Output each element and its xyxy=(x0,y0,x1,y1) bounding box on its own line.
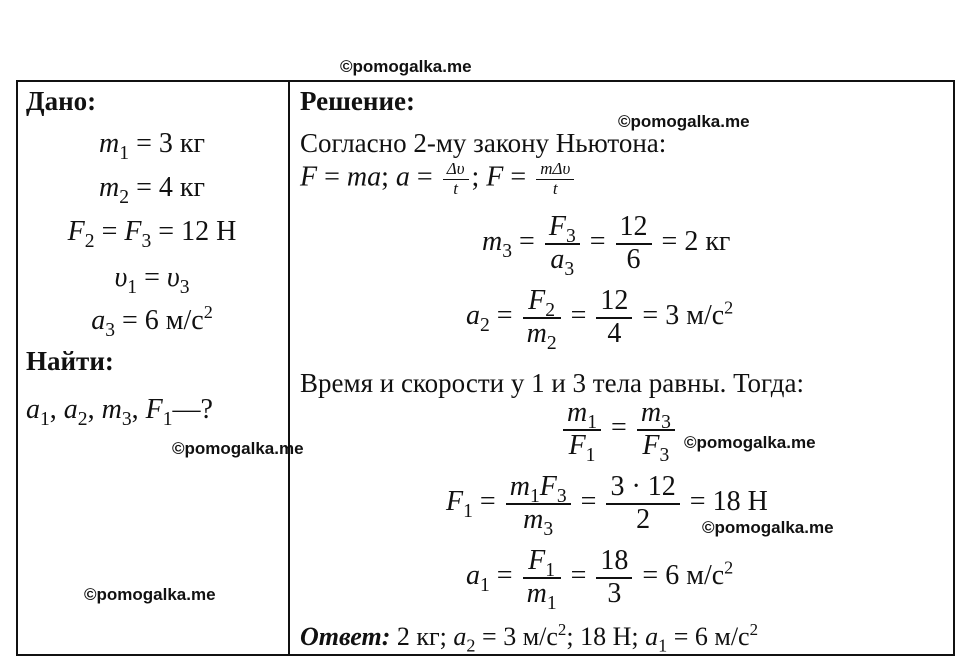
solution-heading: Решение: xyxy=(300,86,415,116)
a1-numerator: 18 xyxy=(596,546,632,579)
find-heading: Найти: xyxy=(26,346,114,376)
m3-result: 2 кг xyxy=(684,226,731,258)
answer-part-1: 2 кг; xyxy=(396,622,447,651)
given-a3-value: 6 м/с xyxy=(144,305,204,336)
formula-a2: $a_2$ = $\frac{F_2}{m_2}$ = $\frac{12}{4}$ = 3 $м/с^2$ xyxy=(466,285,734,354)
given-m2: $m_2 = 4$ кг xyxy=(99,172,205,208)
answer-line: Ответ: 2 кг; $a_2 = 3$ $м/с^2$; 18 Н; $a_1 = 6$ $м/с^2$ xyxy=(300,619,759,656)
watermark-right-low: ©pomogalka.me xyxy=(702,518,834,537)
answer-part-3: ; 18 Н; xyxy=(566,622,639,651)
f1-denominator: 2 xyxy=(636,503,651,535)
a2-result: 3 м/с xyxy=(665,300,725,332)
given-m2-value: 4 кг xyxy=(158,172,205,203)
formula-a1: $a_1$ = $\frac{F_1}{m_1}$ = $\frac{18}{3}$ = 6 $м/с^2$ xyxy=(466,545,734,614)
formula-f1: $F_1$ = $\frac{m_1F_3}{m_3}$ = $\frac{3 \cdot 12}{2}$ = 18 Н xyxy=(446,471,768,540)
time-velocity-text: Время и скорости у 1 и 3 тела равны. Тогда: xyxy=(300,368,805,398)
a2-numerator: 12 xyxy=(596,286,632,319)
ratio-equation: $\frac{m_1}{F_1}$ = $\frac{m_3}{F_3}$ xyxy=(560,398,678,462)
given-m1: $m_1 = 3$ кг xyxy=(99,128,205,164)
given-heading: Дано: xyxy=(26,86,97,116)
watermark-right-mid: ©pomogalka.me xyxy=(684,433,816,452)
a1-result: 6 м/с xyxy=(665,560,725,592)
watermark-left-mid: ©pomogalka.me xyxy=(172,439,304,458)
given-m1-value: 3 кг xyxy=(158,128,205,159)
law-text: Согласно 2-му закону Ньютона: xyxy=(300,128,667,158)
watermark-top: ©pomogalka.me xyxy=(340,57,472,76)
given-a3: $a_3 = 6$ $м/с^2$ xyxy=(91,302,213,341)
a2-denominator: 4 xyxy=(607,317,622,349)
answer-part-4: 6 м/с xyxy=(694,622,750,651)
m3-numerator: 12 xyxy=(616,212,652,245)
f1-result: 18 Н xyxy=(712,486,768,518)
newton-formula: F = ma; a = $\frac{\Delta\upsilon}{t}$ ; F = $\frac{\text{mΔυ}}{t}$ xyxy=(300,160,577,198)
find-unknowns: $a_1$, $a_2$, $m_3$, $F_1—$? xyxy=(26,394,213,430)
given-force-value: 12 Н xyxy=(181,216,237,247)
formula-m3: $m_3$ = $\frac{F_3}{a_3}$ = $\frac{12}{6}$ = 2 кг xyxy=(482,211,731,280)
find-question: —? xyxy=(172,394,213,425)
given-velocities: $\upsilon_1 = \upsilon_3$ xyxy=(114,262,190,298)
m3-denominator: 6 xyxy=(626,243,641,275)
column-divider xyxy=(288,80,290,656)
a1-denominator: 3 xyxy=(607,577,622,609)
answer-label: Ответ: xyxy=(300,622,391,651)
given-forces: $F_2 = F_3 = 12$ Н xyxy=(67,216,237,252)
answer-part-2: 3 м/с xyxy=(503,622,558,651)
watermark-left-low: ©pomogalka.me xyxy=(84,585,216,604)
f1-numerator: 3 · 12 xyxy=(606,472,679,505)
watermark-solution-top: ©pomogalka.me xyxy=(618,112,750,131)
